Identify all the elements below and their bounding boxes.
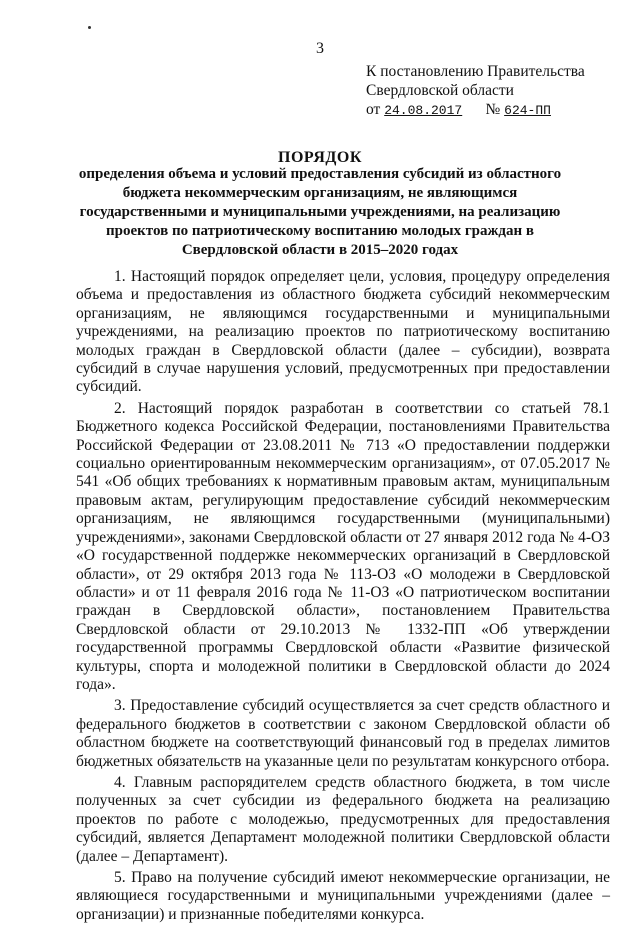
document-subtitle: определения объема и условий предоставления субсидий из областного бюджета некоммерческим организациям, не являющимся государственными и муниципальными учреждениями, на реализацию проектов по патриотическому воспитанию молодых граждан в Свердловской области в 2015–2020 годах [78,166,562,258]
date-prefix: от [366,101,381,118]
approval-block [366,62,585,120]
document-title: ПОРЯДОК [278,149,362,166]
page-number: 3 [316,40,324,57]
paragraph: 3. Предоставление субсидий осуществляется за счет средств областного и федерального бюджетов в соответствии с законом Свердловской области об областном бюджете на соответствующий финансовый год в пределах лимитов бюджетных обязательств на указанные цели по результатам конкурсного отбора. [76,697,610,770]
approval-date-line [366,100,585,120]
approval-line-2: Свердловской области [366,82,514,99]
paragraph: 1. Настоящий порядок определяет цели, условия, процедуру определения объема и предоставления из областного бюджета субсидий некоммерческим организациям, не являющимся государственными и муниципальными учреждениями, на реализацию проектов по патриотическому воспитанию молодых граждан в Свердловской области (далее – субсидии), возврата субсидий в случае нарушения условий, предусмотренных при предоставлении субсидий. [76,268,610,396]
document-body [76,268,610,927]
approval-number: 624-ПП [504,103,551,118]
paragraph: 2. Настоящий порядок разработан в соответствии со статьей 78.1 Бюджетного кодекса Российской Федерации, постановлениями Правительства Российской Федерации от 23.08.2011 № 713 «О предоставлении поддержки социально ориентированным некоммерческим организациям», от 07.05.2017 № 541 «Об общих требованиях к нормативным правовым актам, муниципальным правовым актам, регулирующим предоставление субсидий некоммерческим организациям, не являющимся государственными (муниципальными) учреждениями», законами Свердловской области от 27 января 2012 года № 4-ОЗ «О государственной поддержке некоммерческих организаций в Свердловской области», от 29 октября 2013 года № 113-ОЗ «О молодежи в Свердловской области» и от 11 февраля 2016 года № 11-ОЗ «О патриотическом воспитании граждан в Свердловской области», постановлением Правительства Свердловской области от 29.10.2013 № 1332-ПП «Об утверждении государственной программы Свердловской области «Развитие физической культуры, спорта и молодежной политики в Свердловской области до 2024 года». [76,399,610,693]
paragraph: 5. Право на получение субсидий имеют некоммерческие организации, не являющиеся государственными и муниципальными учреждениями (далее – организации) и признанные победителями конкурса. [76,869,610,923]
scan-speck [88,26,91,29]
approval-date: 24.08.2017 [384,103,463,118]
approval-line-1: К постановлению Правительства [366,63,585,80]
number-prefix: № [485,101,501,118]
paragraph: 4. Главным распорядителем средств областного бюджета, в том числе полученных за счет субсидии из федерального бюджета на реализацию проектов по работе с молодежью, предусмотренных для предоставления субсидий, является Департамент молодежной политики Свердловской области (далее – Департамент). [76,773,610,865]
